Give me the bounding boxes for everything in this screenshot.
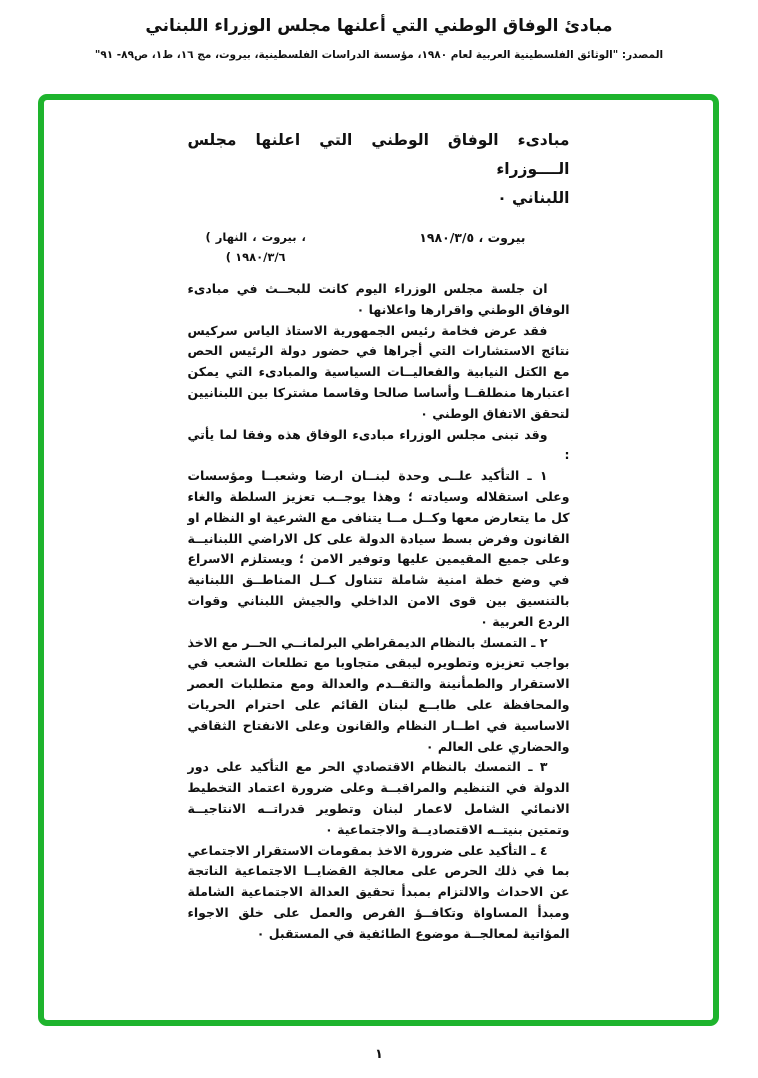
document-body [188, 279, 570, 945]
citation-token: النهار [215, 230, 248, 244]
paragraph-item-4: ٤ ـ التأكيد على ضرورة الاخذ بمقومات الاستقرار الاجتماعي بما في ذلك الحرص على معالجة القضايــا الاجتماعية الناتجة عن الاحداث والالتزام بمبدأ تحقيق العدالة الاجتماعية الشاملة ومبدأ المساواة وتكافــؤ الفرص والعمل على خلق الاجواء المؤاتية لمعالجــة موضوع الطائفية في المستقبل ٠ [187, 842, 570, 941]
newspaper-citation [206, 227, 306, 267]
citation-token: ( [205, 230, 211, 244]
dateline: بيروت ، ١٩٨٠/٣/٥ [419, 230, 526, 245]
page-header [0, 0, 758, 61]
paragraph-item-1: ١ ـ التأكيد علــى وحدة لبنــان ارضا وشعبــا ومؤسسات وعلى استقلاله وسيادته ؛ وهذا يوجــب تعزيز السلطة والغاء كل ما يتعارض معها وكــل مــا يتنافى مع الشرعية او النظام او القانون وفرض بسط سيادة الدولة على كل الاراضي اللبنانيــة وعلى جميع المقيمين عليها وتوفير الامن ؛ ويستلزم الاسراع في وضع خطة امنية شاملة تتناول كــل المناطــق اللبنانية بالتنسيق بين قوى الامن الداخلي والجيش اللبناني وقوات الردع العربية ٠ [187, 468, 570, 629]
source-citation: المصدر: "الوثائق الفلسطينية العربية لعام ١٩٨٠، مؤسسة الدراسات الفلسطينية، بيروت، مج ١٦، ط١، ص٨٩- ٩١" [94, 49, 664, 61]
citation-token: ، [252, 230, 257, 244]
document-title [188, 126, 570, 213]
document-title-line1: مبادىء الوفاق الوطني التي اعلنها مجلس الــــوزراء [187, 131, 570, 178]
page-number: ١ [375, 1047, 383, 1062]
page-title: مبادئ الوفاق الوطني التي أعلنها مجلس الوزراء اللبناني [145, 16, 613, 36]
paragraph-president: فقد عرض فخامة رئيس الجمهورية الاستاذ الياس سركيس نتائج الاستشارات التي أجراها في حضور دولة الرئيس الحص مع الكتل النيابية والفعاليــات السياسية والمبادىء التي يمكن اعتبارها منطلقــا وأساسا صالحا وقاسما مشتركا بين اللبنانيين لتحقق الاتفاق الوطني ٠ [187, 322, 570, 421]
citation-line1 [206, 227, 306, 247]
paragraph-intro: ان جلسة مجلس الوزراء اليوم كانت للبحــث في مبادىء الوفاق الوطني واقرارها واعلانها ٠ [187, 281, 570, 317]
citation-token: بيروت [261, 230, 297, 244]
document-column [188, 126, 570, 945]
paragraph-item-2: ٢ ـ التمسك بالنظام الديمقراطي البرلمانــي الحــر مع الاخذ بواجب تعزيزه وتطويره ليبقى متجاوبا مع تطلعات الشعب في الاستقرار والطمأنينة والتقــدم والعدالة ومع متطلبات العصر والمحافظة على طابــع لبنان القائم على احترام الحريات الاساسية في اطــار النظام والقانون وعلى الانفتاح الثقافي والحضاري على العالم ٠ [187, 634, 570, 754]
citation-line2: ١٩٨٠/٣/٦ ) [225, 250, 286, 264]
dateline-row [188, 227, 570, 267]
document-title-line2: اللبناني ٠ [497, 189, 570, 207]
paragraph-item-3: ٣ ـ التمسك بالنظام الاقتصادي الحر مع التأكيد على دور الدولة في التنظيم والمراقبــة وعلى ضرورة اعتماد التخطيط الانمائي الشامل لاعمار لبنان وتطوير قدراتــه الانتاجيــة وتمتين بنيتــه الاقتصاديــة والاجتماعية ٠ [187, 759, 570, 837]
citation-token: ، [301, 230, 306, 244]
paragraph-adoption: وقد تبنى مجلس الوزراء مبادىء الوفاق هذه وفقا لما يأتي : [187, 426, 570, 463]
document-box [38, 94, 719, 1026]
